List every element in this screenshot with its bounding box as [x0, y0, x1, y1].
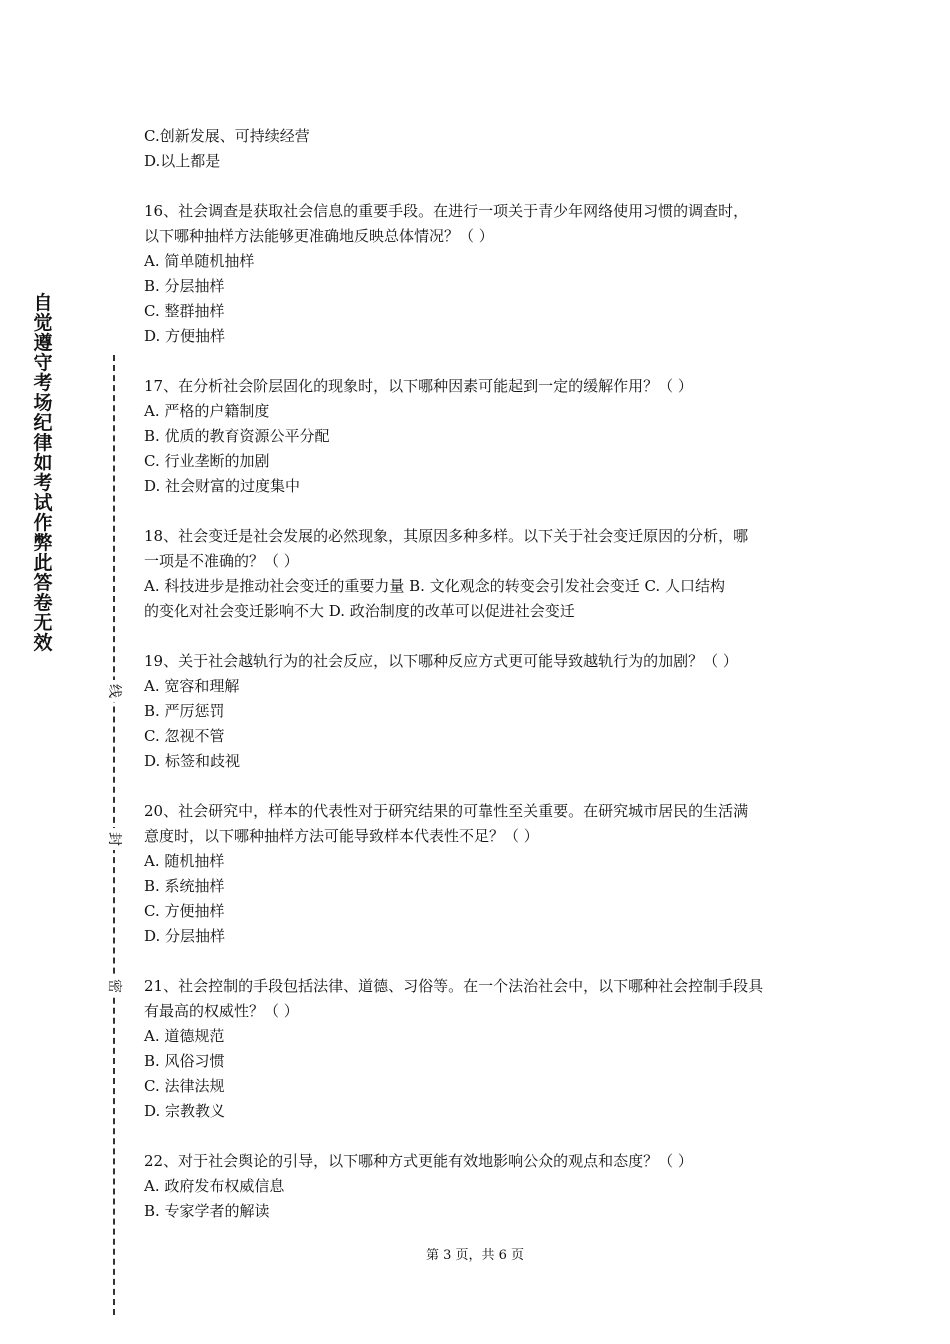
exam-rules-notice: 自 觉 遵 守 考 场 纪 律 如 考 试 作 弊 此 答 卷 无 效 — [33, 292, 53, 654]
question-stem: 17、在分析社会阶层固化的现象时，以下哪种因素可能起到一定的缓解作用？（ ） — [144, 377, 693, 395]
seal-label-feng: 封 — [103, 828, 125, 850]
question-stem: 有最高的权威性？（ ） — [144, 1002, 299, 1020]
question-22 — [144, 1149, 812, 1224]
question-18 — [144, 524, 812, 624]
option-d: D. 标签和歧视 — [144, 752, 241, 770]
option-d: D. 宗教教义 — [144, 1102, 226, 1120]
question-21 — [144, 974, 812, 1124]
option-b: B. 严厉惩罚 — [144, 702, 225, 720]
option-c: C. 整群抽样 — [144, 302, 225, 320]
previous-option: C.创新发展、可持续经营 — [144, 127, 310, 145]
question-16 — [144, 199, 812, 349]
question-stem: 21、社会控制的手段包括法律、道德、习俗等。在一个法治社会中，以下哪种社会控制手段具 — [144, 977, 764, 995]
seal-label-xian: 线 — [103, 680, 125, 702]
option-a: A. 严格的户籍制度 — [144, 402, 270, 420]
option-b: B. 系统抽样 — [144, 877, 225, 895]
option-b: B. 分层抽样 — [144, 277, 225, 295]
question-17 — [144, 374, 812, 499]
question-20 — [144, 799, 812, 949]
question-stem: 意度时，以下哪种抽样方法可能导致样本代表性不足？（ ） — [144, 827, 539, 845]
option-b: B. 优质的教育资源公平分配 — [144, 427, 330, 445]
previous-option: D.以上都是 — [144, 152, 221, 170]
question-19 — [144, 649, 812, 774]
option-d: D. 社会财富的过度集中 — [144, 477, 301, 495]
question-stem: 18、社会变迁是社会发展的必然现象，其原因多种多样。以下关于社会变迁原因的分析，哪 — [144, 527, 749, 545]
page-number: 第 3 页，共 6 页 — [425, 1248, 525, 1263]
question-stem: 20、社会研究中，样本的代表性对于研究结果的可靠性至关重要。在研究城市居民的生活满 — [144, 802, 749, 820]
question-stem: A. 科技进步是推动社会变迁的重要力量 B. 文化观念的转变会引发社会变迁 C. 人口结构 — [144, 577, 725, 595]
option-a: A. 政府发布权威信息 — [144, 1177, 285, 1195]
option-b: B. 风俗习惯 — [144, 1052, 225, 1070]
question-stem: 一项是不准确的？（ ） — [144, 552, 299, 570]
option-a: A. 随机抽样 — [144, 852, 225, 870]
question-stem: 的变化对社会变迁影响不大 D. 政治制度的改革可以促进社会变迁 — [144, 602, 575, 620]
option-a: A. 宽容和理解 — [144, 677, 240, 695]
exam-content — [144, 124, 812, 1224]
option-d: D. 分层抽样 — [144, 927, 226, 945]
option-c: C. 方便抽样 — [144, 902, 225, 920]
question-stem: 22、对于社会舆论的引导，以下哪种方式更能有效地影响公众的观点和态度？（ ） — [144, 1152, 693, 1170]
option-c: C. 法律法规 — [144, 1077, 225, 1095]
question-stem: 19、关于社会越轨行为的社会反应，以下哪种反应方式更可能导致越轨行为的加剧？（ ） — [144, 652, 738, 670]
option-d: D. 方便抽样 — [144, 327, 226, 345]
seal-label-mi: 密 — [103, 975, 125, 997]
option-a: A. 道德规范 — [144, 1027, 225, 1045]
question-stem: 以下哪种抽样方法能够更准确地反映总体情况？（ ） — [144, 227, 494, 245]
option-c: C. 忽视不管 — [144, 727, 225, 745]
option-b: B. 专家学者的解读 — [144, 1202, 270, 1220]
question-stem: 16、社会调查是获取社会信息的重要手段。在进行一项关于青少年网络使用习惯的调查时， — [144, 202, 749, 220]
option-a: A. 简单随机抽样 — [144, 252, 255, 270]
option-c: C. 行业垄断的加剧 — [144, 452, 270, 470]
